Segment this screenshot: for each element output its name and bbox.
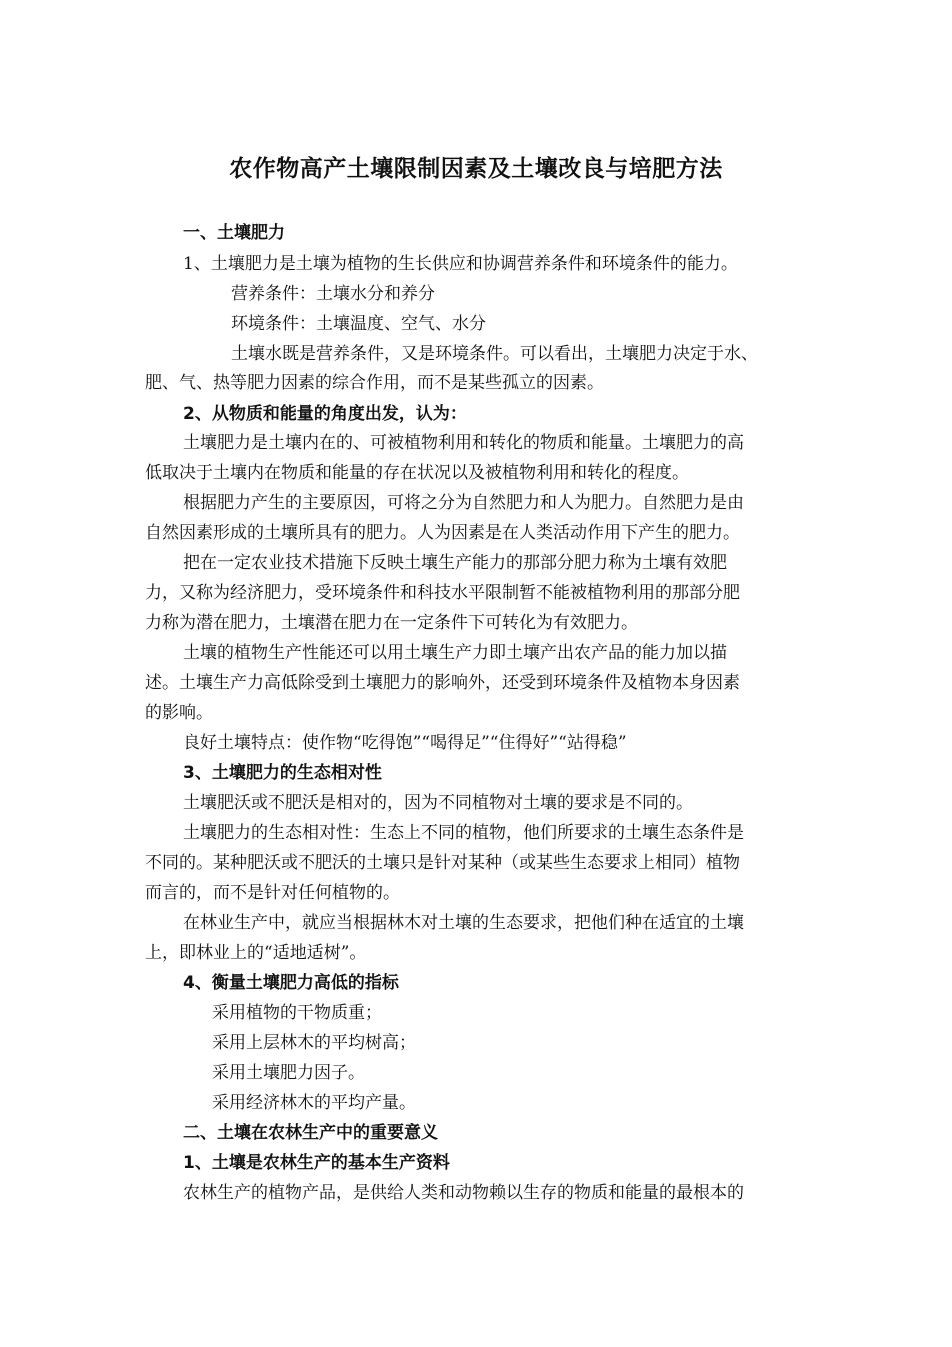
subsection-heading: 1、土壤是农林生产的基本生产资料 — [183, 1153, 450, 1173]
paragraph-line: 营养条件：土壤水分和养分 — [231, 284, 435, 304]
paragraph-line: 不同的。某种肥沃或不肥沃的土壤只是针对某种（或某些生态要求上相同）植物 — [145, 853, 740, 873]
paragraph-line: 把在一定农业技术措施下反映土壤生产能力的那部分肥力称为土壤有效肥 — [183, 553, 727, 573]
paragraph-line: 上，即林业上的“适地适树”。 — [145, 943, 367, 963]
document-title: 农作物高产土壤限制因素及土壤改良与培肥方法 — [229, 156, 723, 182]
subsection-heading: 4、衡量土壤肥力高低的指标 — [183, 973, 399, 993]
list-item: 采用上层林木的平均树高； — [212, 1033, 416, 1053]
paragraph-line: 土壤肥力的生态相对性：生态上不同的植物，他们所要求的土壤生态条件是 — [183, 823, 744, 843]
paragraph-line: 低取决于土壤内在物质和能量的存在状况以及被植物利用和转化的程度。 — [145, 463, 689, 483]
paragraph-line: 土壤肥沃或不肥沃是相对的，因为不同植物对土壤的要求是不同的。 — [183, 793, 693, 813]
paragraph-line: 而言的，而不是针对任何植物的。 — [145, 883, 400, 903]
paragraph-line: 根据肥力产生的主要原因，可将之分为自然肥力和人为肥力。自然肥力是由 — [183, 493, 744, 513]
paragraph-line: 述。土壤生产力高低除受到土壤肥力的影响外，还受到环境条件及植物本身因素 — [145, 673, 740, 693]
paragraph-line: 土壤的植物生产性能还可以用土壤生产力即土壤产出农产品的能力加以描 — [183, 643, 727, 663]
list-item: 采用土壤肥力因子。 — [212, 1063, 365, 1083]
paragraph-line: 力，又称为经济肥力，受环境条件和科技水平限制暂不能被植物利用的那部分肥 — [145, 583, 740, 603]
list-item: 采用经济林木的平均产量。 — [212, 1093, 416, 1113]
paragraph-line: 力称为潜在肥力，土壤潜在肥力在一定条件下可转化为有效肥力。 — [145, 613, 638, 633]
paragraph-line: 的影响。 — [145, 703, 213, 723]
subsection-heading: 2、从物质和能量的角度出发，认为： — [183, 404, 467, 424]
paragraph-line: 1、土壤肥力是土壤为植物的生长供应和协调营养条件和环境条件的能力。 — [183, 254, 738, 274]
paragraph-line: 农林生产的植物产品，是供给人类和动物赖以生存的物质和能量的最根本的 — [183, 1183, 744, 1203]
list-item: 采用植物的干物质重； — [212, 1003, 382, 1023]
paragraph-line: 自然因素形成的土壤所具有的肥力。人为因素是在人类活动作用下产生的肥力。 — [145, 523, 740, 543]
paragraph-line: 肥、气、热等肥力因素的综合作用，而不是某些孤立的因素。 — [145, 373, 604, 393]
section-heading: 二、土壤在农林生产中的重要意义 — [183, 1123, 438, 1143]
paragraph-line: 良好土壤特点：使作物“吃得饱”“喝得足”“住得好”“站得稳” — [183, 733, 627, 753]
paragraph-line: 土壤肥力是土壤内在的、可被植物利用和转化的物质和能量。土壤肥力的高 — [183, 433, 744, 453]
paragraph-line: 环境条件：土壤温度、空气、水分 — [231, 314, 486, 334]
subsection-heading: 3、土壤肥力的生态相对性 — [183, 763, 382, 783]
paragraph-line: 在林业生产中，就应当根据林木对土壤的生态要求，把他们种在适宜的土壤 — [183, 913, 744, 933]
paragraph-line: 土壤水既是营养条件，又是环境条件。可以看出，土壤肥力决定于水、 — [231, 344, 758, 364]
section-heading: 一、土壤肥力 — [183, 223, 285, 243]
